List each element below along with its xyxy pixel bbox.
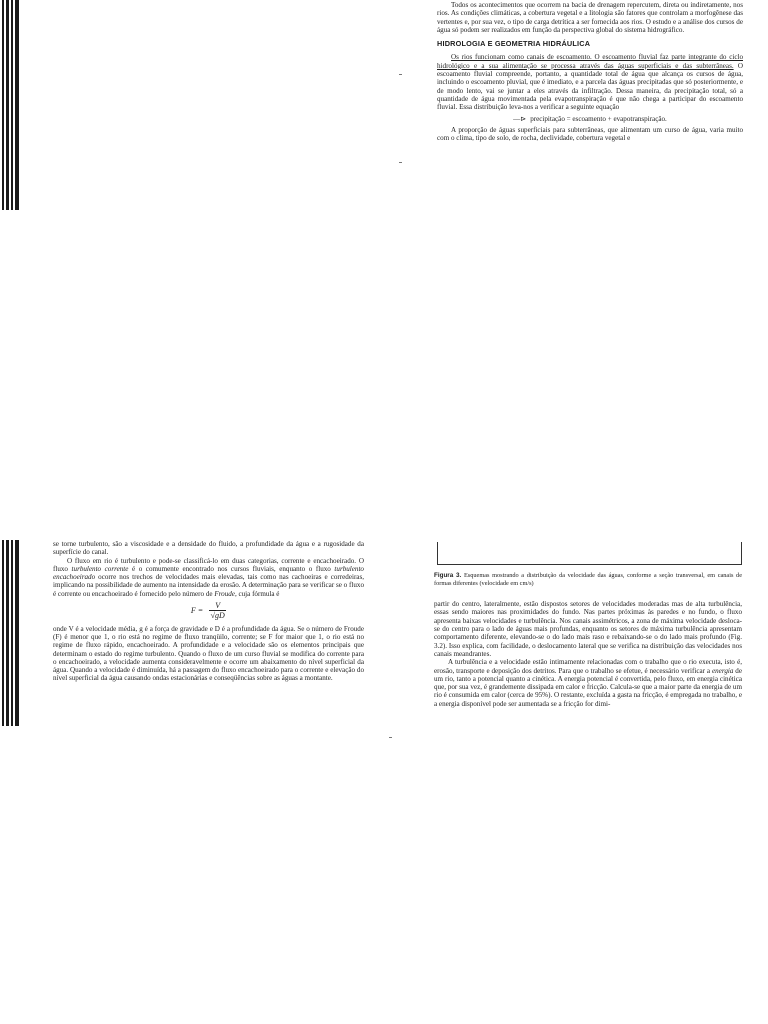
term-energia: energia xyxy=(711,666,734,675)
energy-paragraph xyxy=(434,658,742,708)
bottom-right-column xyxy=(434,572,742,708)
bottom-left-column xyxy=(53,540,364,683)
figure-caption xyxy=(434,572,742,587)
top-text-column xyxy=(437,1,743,142)
formula-fraction xyxy=(209,602,226,621)
proportion-paragraph: A proporção de águas superficiais para subterrâneas, que alimentam um curso de água, varia muito com o clima, tipo de solo, de rocha, declividade, cobertura vegetal e xyxy=(437,125,743,143)
formula-numerator: V xyxy=(209,602,226,611)
formula-lhs: F = xyxy=(190,606,204,616)
formula-denominator: √gD xyxy=(210,611,225,621)
intro-paragraph: Todos os acontecimentos que ocorrem na bacia de drenagem repercutem, direta ou indiretamente, nos rios. As condições climáticas, a cobertura vegetal e a litologia são fatores que controlam a morfogênese das vertentes e, por sua vez, o tipo de carga detrítica a ser fornecida aos rios. O estudo e a análise dos cursos de água só podem ser realizados em função da perspectiva global do sistema hidrográfico. xyxy=(437,1,743,34)
binding-edge-top xyxy=(0,0,22,210)
figure-frame xyxy=(437,542,742,565)
binding-edge-bottom xyxy=(0,540,22,726)
term-turbulento-encachoeirado: turbulento encachoeirado xyxy=(53,564,364,582)
figure-caption-text: Esquemas mostrando a distribuição da velocidade das águas, conforme a seção transversal, em canais de formas diferentes (velocidade em cm/s) xyxy=(434,572,742,587)
term-turbulento-corrente: turbulento corrente xyxy=(71,564,129,573)
term-froude: Froude xyxy=(214,589,235,598)
figure-label: Figura 3. xyxy=(434,572,462,579)
froude-formula xyxy=(53,602,364,621)
hydrology-paragraph xyxy=(437,53,743,111)
hydrology-paragraph-underlined: Os rios funcionam como canais de escoamento. O escoamento fluvial faz parte integrante do ciclo hidrológico e a sua alimentação se processa através das águas superficiais e das subterrâneas. xyxy=(437,53,743,70)
bottom-page-spread xyxy=(0,512,768,1024)
turbulence-fragment: se torne turbulento, são a viscosidade e a densidade do fluido, a profundidade da água e a rugosidade da superfície do canal. xyxy=(53,540,364,557)
velocity-distribution-paragraph: partir do centro, lateralmente, estão dispostos setores de velocidades moderadas mas de alta turbulência, essas sendo maiores nas proximidades do fundo. Nas partes próximas às paredes e no fundo, o fluxo apresenta baixas velocidades e turbulência. Nos canais assimétricos, a zona de máxima velocidade desloca-se do centro para o lado de águas mais profundas, enquanto os setores de máxima turbulência apresentam comportamento diferente, elevando-se o do lado mais raso e rebaixando-se o do lado mais profundo (Fig. 3.2). Isso explica, com facilidade, o deslocamento lateral que se verifica na distribuição das velocidades nos canais meandrantes. xyxy=(434,600,742,658)
flow-text-3: ocorre nos trechos de velocidades mais elevadas, tais como nas cachoeiras e corredeiras, implicando na possibilidade de aumento na intensidade da erosão. A determinação para se verificar se o fluxo é corrente ou encachoeirado é fornecido pelo número de xyxy=(53,573,364,598)
equation-text: precipitação = escoamento + evapotranspiração. xyxy=(530,114,667,123)
scan-mark xyxy=(399,162,402,163)
section-heading: HIDROLOGIA E GEOMETRIA HIDRÁULICA xyxy=(437,39,591,49)
energy-text-1: A turbulência e a velocidade estão intimamente relacionadas com o trabalho que o rio executa, isto é, erosão, transporte e deposição dos detritos. Para que o trabalho se efetue, é necessário verificar a xyxy=(434,658,742,675)
scan-mark xyxy=(389,737,392,738)
arrow-icon: —⊳ xyxy=(513,114,527,123)
hydrology-paragraph-rest: O escoamento fluvial compreende, portanto, a quantidade total de água que alcança os cursos de água, incluindo o escoamento pluvial, que é imediato, e a parcela das águas precipitadas que só posteriormente, e de modo lento, vai se juntar a eles através da infiltração. Dessa maneira, da precipitação total, só a quantidade de água movimentada pela evapotranspiração é que não chega a participar do escoamento fluvial. Essa distribuição leva-nos a verificar a seguinte equação xyxy=(437,61,743,112)
energy-text-2: de um rio, tanto a potencial quanto a cinética. A energia potencial é convertida, pelo fluxo, em energia cinética que, por sua vez, é grandemente dissipada em calor e fricção. Calcula-se que a maior parte da energia de um rio é consumida em calor (cerca de 95%). O restante, excluída a gasta na fricção, é empregada no trabalho, e a energia disponível pode ser aumentada se a fricção for dimi- xyxy=(434,666,742,708)
flow-text-1: O fluxo em rio é turbulento e pode-se classificá-lo em duas categorias, corrente e encachoeirado. O fluxo xyxy=(53,556,364,573)
flow-text-4: , cuja fórmula é xyxy=(234,589,280,598)
flow-text-2: é o comumente encontrado nos cursos fluviais, enquanto o fluxo xyxy=(132,564,331,573)
flow-types-paragraph xyxy=(53,557,364,598)
water-balance-equation xyxy=(437,115,743,123)
scan-mark xyxy=(399,74,402,75)
froude-explanation-paragraph: onde V é a velocidade média, g é a força de gravidade e D é a profundidade da água. Se o número de Froude (F) é menor que 1, o rio está no regime de fluxo tranqüilo, corrente; se F for maior que 1, o rio está no regime de fluxo rápido, encachoeirado. A profundidade e a velocidade são os elementos principais que determinam o estado do regime turbulento. Quando o fluxo de um curso fluvial se modifica do corrente para o encachoeirado, a velocidade aumenta consideravelmente e ocorre um abaixamento do nível superficial da água. Quando a velocidade é diminuída, há a passagem do fluxo encachoeirado para o corrente e elevação do nível superficial da água causando ondas estacionárias e conseqüências sobre as águas a montante. xyxy=(53,624,364,683)
